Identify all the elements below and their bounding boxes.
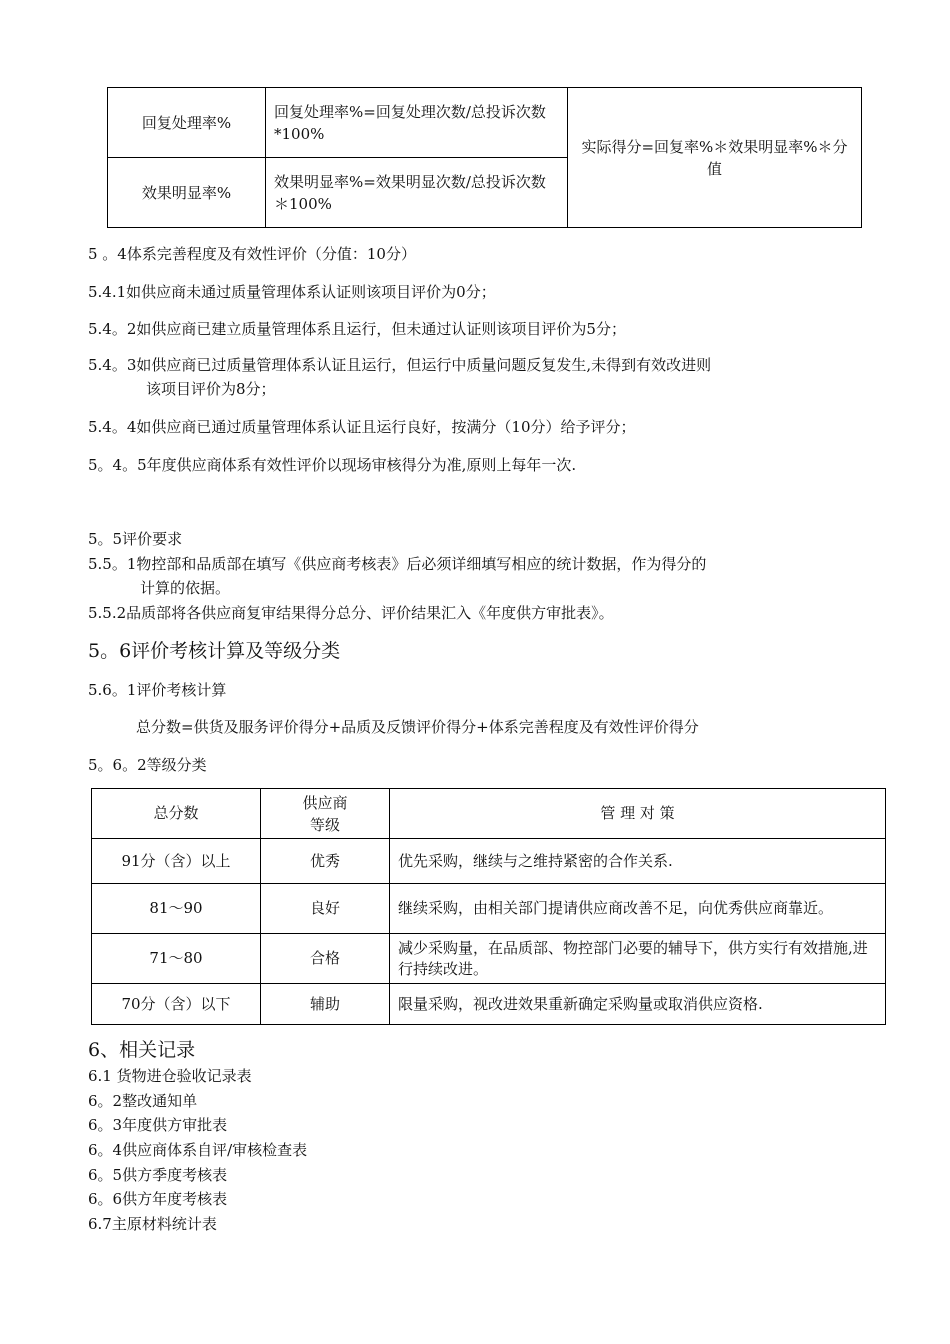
management-policy: 限量采购，视改进效果重新确定采购量或取消供应资格. [390, 984, 886, 1025]
section-5-4-item: 5。4。5年度供应商体系有效性评价以现场审核得分为准,原则上每年一次. [88, 456, 577, 474]
header-supplier-grade [261, 789, 390, 839]
score-range: 91分（含）以上 [92, 839, 261, 884]
section-5-5-item-continued: 计算的依据。 [140, 579, 231, 597]
record-item: 6.1 货物进仓验收记录表 [88, 1067, 252, 1085]
grade-label: 良好 [261, 884, 390, 934]
section-5-6-title: 5。6评价考核计算及等级分类 [88, 640, 341, 662]
header-total-score: 总分数 [92, 789, 261, 839]
section-5-5-item: 5.5。1物控部和品质部在填写《供应商考核表》后必须详细填写相应的统计数据，作为得分的 [88, 555, 707, 573]
section-5-4-item: 5.4。3如供应商已过质量管理体系认证且运行，但运行中质量问题反复发生,未得到有效改进则 [88, 356, 712, 374]
record-item: 6。6供方年度考核表 [88, 1190, 228, 1208]
total-score-formula: 总分数=供货及服务评价得分+品质及反馈评价得分+体系完善程度及有效性评价得分 [136, 718, 699, 736]
record-item: 6。2整改通知单 [88, 1092, 198, 1110]
record-item: 6。5供方季度考核表 [88, 1166, 228, 1184]
header-grade-line2: 等级 [309, 815, 340, 834]
scoring-table [107, 87, 862, 228]
record-item: 6。3年度供方审批表 [88, 1116, 228, 1134]
section-5-4-title: 5 。4体系完善程度及有效性评价（分值：10分） [88, 245, 416, 263]
management-policy: 继续采购，由相关部门提请供应商改善不足，向优秀供应商靠近。 [390, 884, 886, 934]
score-range: 81～90 [92, 884, 261, 934]
management-policy: 优先采购，继续与之维持紧密的合作关系. [390, 839, 886, 884]
section-5-6-1-title: 5.6。1评价考核计算 [88, 681, 227, 699]
section-5-4-item: 5.4.1如供应商未通过质量管理体系认证则该项目评价为0分； [88, 283, 496, 301]
section-5-6-2-title: 5。6。2等级分类 [88, 756, 207, 774]
section-5-4-item-continued: 该项目评价为8分； [146, 380, 276, 398]
grade-label: 优秀 [261, 839, 390, 884]
table1-formula-effect-rate: 效果明显率%=效果明显次数/总投诉次数＊100% [266, 158, 568, 228]
table-row [92, 884, 886, 934]
table1-formula-reply-rate: 回复处理率%=回复处理次数/总投诉次数*100% [266, 88, 568, 158]
record-item: 6.7主原材料统计表 [88, 1215, 217, 1233]
header-grade-line1: 供应商 [302, 793, 348, 812]
table-row [92, 934, 886, 984]
grade-label: 合格 [261, 934, 390, 984]
section-5-4-item: 5.4。2如供应商已建立质量管理体系且运行，但未通过认证则该项目评价为5分； [88, 320, 626, 338]
table-row [92, 984, 886, 1025]
section-6-title: 6、相关记录 [88, 1039, 196, 1061]
header-management-policy: 管 理 对 策 [390, 789, 886, 839]
grade-classification-table [91, 788, 886, 1025]
section-5-5-item: 5.5.2品质部将各供应商复审结果得分总分、评价结果汇入《年度供方审批表》。 [88, 604, 614, 622]
score-range: 70分（含）以下 [92, 984, 261, 1025]
section-5-4-item: 5.4。4如供应商已通过质量管理体系认证且运行良好，按满分（10分）给予评分； [88, 418, 636, 436]
table1-actual-score: 实际得分=回复率%＊效果明显率%＊分值 [568, 88, 862, 228]
score-range: 71～80 [92, 934, 261, 984]
table1-label-reply-rate: 回复处理率% [108, 88, 266, 158]
record-item: 6。4供应商体系自评/审核检查表 [88, 1141, 308, 1159]
section-5-5-title: 5。5评价要求 [88, 530, 183, 548]
grade-label: 辅助 [261, 984, 390, 1025]
table1-label-effect-rate: 效果明显率% [108, 158, 266, 228]
table-row [92, 839, 886, 884]
management-policy: 减少采购量，在品质部、物控部门必要的辅导下，供方实行有效措施,进行持续改进。 [390, 934, 886, 984]
